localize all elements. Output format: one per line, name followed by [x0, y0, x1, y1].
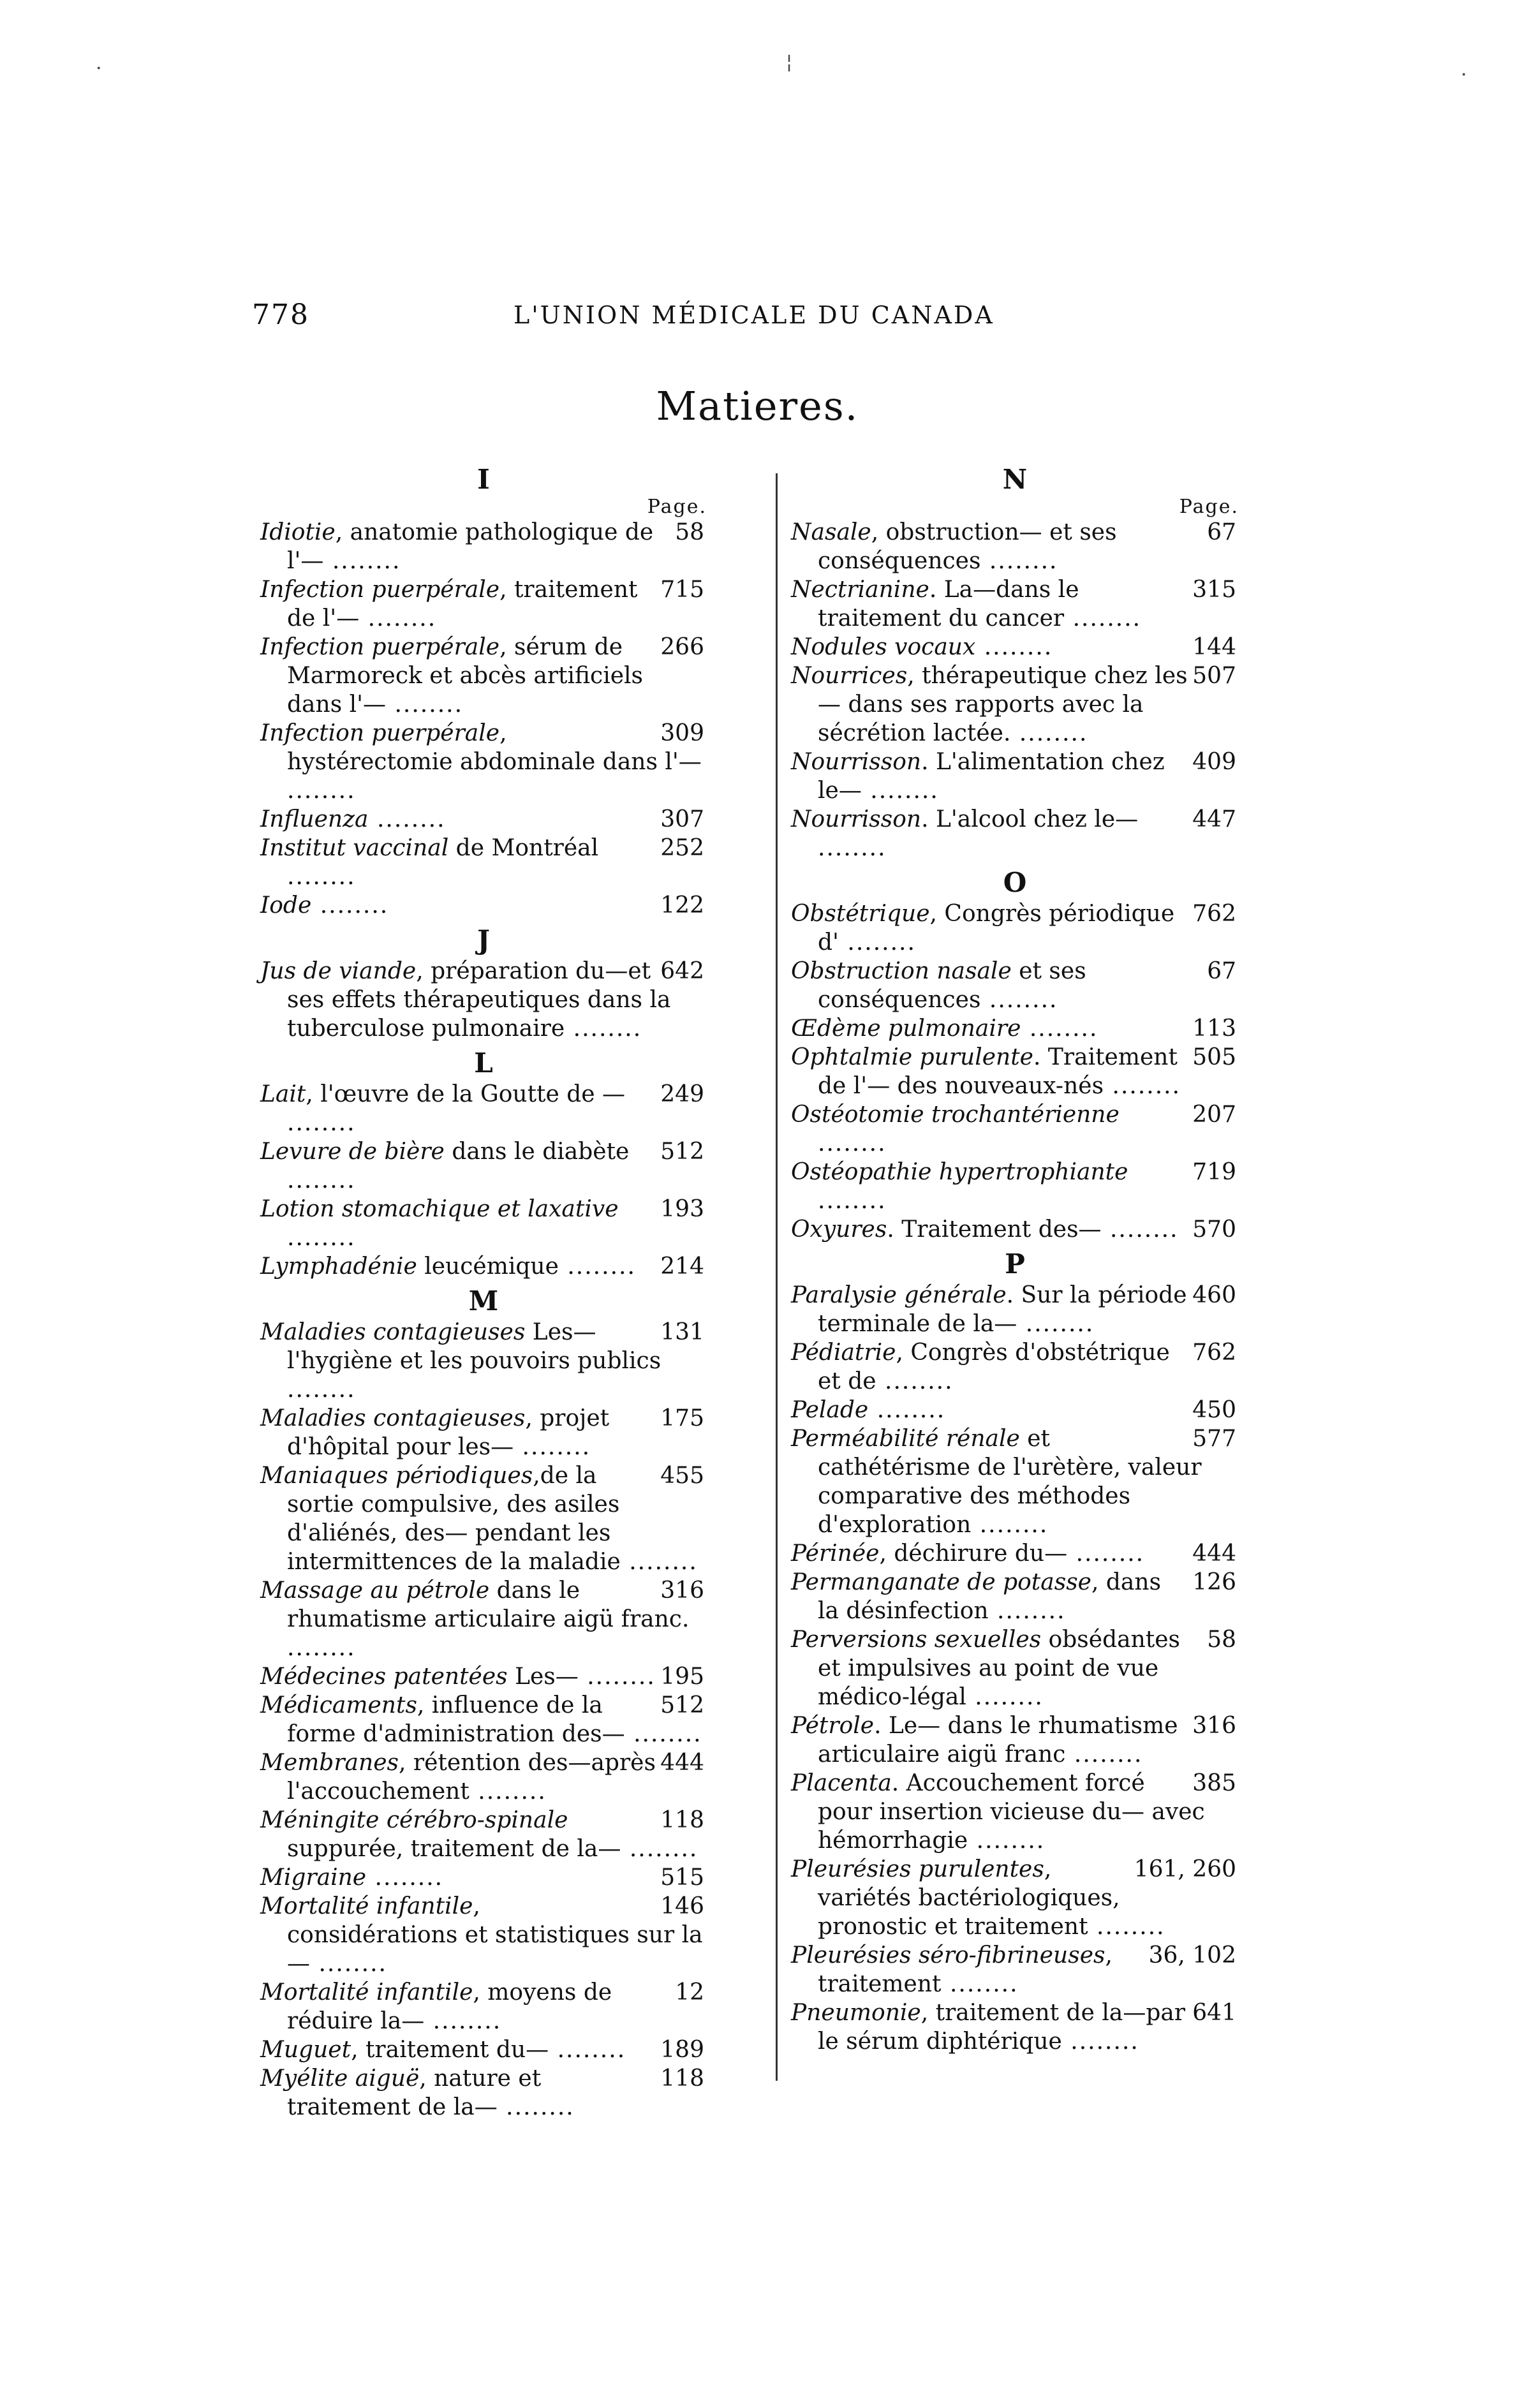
index-entry-term: Lait	[260, 1081, 306, 1107]
index-entry	[260, 1576, 707, 1662]
index-entry	[260, 834, 707, 891]
index-entry-term: Migraine	[260, 1865, 367, 1891]
leader-dots: ........	[368, 806, 446, 832]
index-letter-heading: N	[1002, 464, 1028, 495]
index-entry-term: Médicaments	[260, 1692, 417, 1718]
index-entry-term: Lymphadénie	[260, 1253, 417, 1280]
index-letter-heading: J	[477, 924, 490, 956]
index-entry-page: 715	[660, 577, 704, 603]
index-entry	[260, 1748, 707, 1806]
index-entry-page: 577	[1192, 1426, 1236, 1452]
index-entry-text: dans le diabète	[444, 1139, 630, 1165]
index-entry-term: Méningite cérébro-spinale	[260, 1807, 568, 1833]
index-entry	[791, 1396, 1239, 1424]
index-entry-text: , déchirure du—	[879, 1540, 1068, 1567]
index-entry-term: Perméabilité rénale	[791, 1426, 1020, 1452]
page-column-label: Page.	[647, 496, 707, 518]
index-entry-page: 444	[1192, 1540, 1236, 1567]
index-entry-term: Permanganate de potasse	[791, 1569, 1091, 1595]
index-entry-text: , l'œuvre de la Goutte de —	[306, 1081, 626, 1107]
index-entry-page: 58	[675, 519, 704, 545]
index-entry-page: 12	[675, 1979, 704, 2005]
index-entry-term: Pleurésies séro-fibrineuses	[791, 1942, 1105, 1969]
index-entry	[260, 1404, 707, 1461]
index-entry	[791, 1043, 1239, 1100]
leader-dots: ........	[287, 1110, 356, 1136]
index-entry-term: Infection puerpérale	[260, 577, 500, 603]
index-entry-term: Myélite aiguë	[260, 2065, 420, 2092]
index-entry	[791, 1998, 1239, 2056]
index-entry-term: Idiotie	[260, 519, 336, 545]
index-entry-text: obsédantes et impulsives au point de vue médico-légal	[818, 1627, 1181, 1710]
index-entry	[260, 1662, 707, 1691]
index-entry-term: Placenta	[791, 1770, 892, 1796]
index-entry-term: Maniaques périodiques	[260, 1463, 533, 1489]
index-entry-page: 207	[1192, 1102, 1236, 1128]
index-entry-page: 146	[660, 1893, 704, 1919]
leader-dots: ........	[497, 2094, 575, 2120]
index-entry-text: . Traitement de l'— des nouveaux-nés	[818, 1044, 1178, 1099]
index-entry	[260, 1195, 707, 1252]
index-entry-term: Mortalité infantile	[260, 1893, 473, 1919]
index-entry-text: . Traitement des—	[887, 1216, 1102, 1243]
index-entry	[260, 1863, 707, 1892]
index-entry-term: Lotion stomachique et laxative	[260, 1196, 619, 1222]
index-entry-text: de Montréal	[448, 835, 599, 861]
index-entry-term: Infection puerpérale	[260, 720, 500, 746]
index-entry-term: Massage au pétrole	[260, 1577, 490, 1604]
index-entry	[260, 1318, 707, 1404]
leader-dots: ........	[968, 1828, 1046, 1854]
index-entry-text: et cathétérisme de l'urètère, valeur comparative des méthodes d'exploration	[818, 1426, 1202, 1538]
index-entry-page: 193	[660, 1196, 704, 1222]
running-head	[252, 299, 1215, 337]
index-entry	[260, 1252, 707, 1281]
index-entry-page: 762	[1192, 901, 1236, 927]
index-entry-term: Pneumonie	[791, 2000, 921, 2026]
leader-dots: ........	[323, 548, 401, 574]
index-entry-page: 249	[660, 1081, 704, 1107]
index-entry-page: 161, 260	[1134, 1856, 1236, 1882]
index-entry-text: . Le— dans le rhumatisme articulaire aigü franc	[818, 1713, 1178, 1768]
index-entry-text: leucémique	[417, 1253, 559, 1280]
index-entry-page: 512	[660, 1692, 704, 1718]
leader-dots: ........	[287, 778, 356, 804]
index-entry	[260, 1806, 707, 1863]
section-title: Matieres.	[656, 383, 859, 429]
index-entry-page: 444	[660, 1750, 704, 1776]
index-entry	[791, 633, 1239, 661]
leader-dots: ........	[1088, 1914, 1165, 1940]
index-entry-page: 315	[1192, 577, 1236, 603]
index-entry-text: Les—	[507, 1664, 579, 1690]
index-entry	[260, 575, 707, 633]
leader-dots: ........	[818, 835, 887, 861]
index-entry-text: , considérations et statistiques sur la—	[287, 1893, 703, 1977]
index-entry-term: Pleurésies purulentes	[791, 1856, 1044, 1882]
leader-dots: ........	[620, 1549, 698, 1575]
index-entry-text: ,de la sortie compulsive, des asiles d'aliénés, des— pendant les intermittences de la maladie	[287, 1463, 621, 1575]
index-entry-page: 113	[1192, 1016, 1236, 1042]
index-entry	[260, 1137, 707, 1195]
index-entry	[260, 633, 707, 719]
leader-dots: ........	[311, 892, 389, 919]
leader-dots: ........	[1064, 605, 1142, 632]
index-entry	[791, 1568, 1239, 1625]
leader-dots: ........	[424, 2008, 502, 2034]
index-entry	[791, 1215, 1239, 1244]
index-entry-text: , traitement du—	[351, 2037, 549, 2063]
index-entry-text: Les—l'hygiène et les pouvoirs publics	[287, 1319, 661, 1374]
index-entry-text: , traitement	[818, 1942, 1112, 1997]
leader-dots: ........	[966, 1684, 1044, 1710]
page-column-label: Page.	[1179, 496, 1239, 518]
index-entry-text: , hystérectomie abdominale dans l'—	[287, 720, 702, 775]
leader-dots: ........	[359, 605, 437, 632]
index-entry	[260, 1892, 707, 1978]
index-letter-heading: L	[474, 1047, 493, 1079]
index-entry-term: Œdème pulmonaire	[791, 1016, 1021, 1042]
index-entry-text: . Sur la période terminale de la—	[818, 1282, 1187, 1337]
index-entry-text: , traitement de la—par le sérum diphtérique	[818, 2000, 1186, 2055]
index-entry-term: Obstétrique	[791, 901, 930, 927]
index-entry-term: Nourrices	[791, 663, 908, 689]
scan-speck: ·	[96, 57, 102, 80]
index-entry-text: . Accouchement forcé pour insertion vicieuse du— avec hémorrhagie	[818, 1770, 1205, 1854]
scan-speck: ¦	[786, 51, 793, 73]
index-entry	[260, 957, 707, 1043]
index-entry	[791, 1855, 1239, 1941]
leader-dots: ........	[1101, 1216, 1179, 1243]
index-entry-term: Muguet	[260, 2037, 351, 2063]
index-entry-term: Paralysie générale	[791, 1282, 1007, 1308]
leader-dots: ........	[868, 1397, 946, 1423]
index-entry-term: Levure de bière	[260, 1139, 445, 1165]
leader-dots: ........	[386, 691, 464, 718]
index-entry-page: 409	[1192, 749, 1236, 775]
leader-dots: ........	[558, 1253, 636, 1280]
index-entry	[791, 1424, 1239, 1539]
index-entry-term: Oxyures	[791, 1216, 887, 1243]
column-divider	[776, 473, 778, 2081]
leader-dots: ........	[549, 2037, 626, 2063]
index-entry-text: , dans la désinfection	[818, 1569, 1162, 1624]
index-entry-page: 266	[660, 634, 704, 660]
index-entry	[260, 1691, 707, 1748]
leader-dots: ........	[941, 1971, 1019, 1997]
index-entry-term: Ophtalmie purulente	[791, 1044, 1033, 1070]
leader-dots: ........	[287, 1167, 356, 1193]
index-letter-heading: M	[468, 1285, 499, 1317]
index-entry-term: Influenza	[260, 806, 369, 832]
index-entry-page: 505	[1192, 1044, 1236, 1070]
leader-dots: ........	[818, 1188, 887, 1214]
page-number: 778	[252, 299, 309, 331]
index-entry-page: 118	[660, 2065, 704, 2092]
index-entry-page: 719	[1192, 1159, 1236, 1185]
leader-dots: ........	[1061, 2028, 1139, 2055]
index-letter-heading: P	[1005, 1248, 1025, 1280]
index-entry-text: , projet d'hôpital pour les—	[287, 1405, 610, 1460]
index-entry-term: Infection puerpérale	[260, 634, 500, 660]
leader-dots: ........	[980, 987, 1058, 1013]
index-entry-page: 67	[1207, 958, 1236, 984]
index-entry	[791, 1281, 1239, 1338]
index-entry-page: 195	[660, 1664, 704, 1690]
index-entry-term: Membranes	[260, 1750, 399, 1776]
leader-dots: ........	[287, 864, 356, 890]
index-entry-page: 307	[660, 806, 704, 832]
leader-dots: ........	[980, 548, 1058, 574]
index-entry-page: 570	[1192, 1216, 1236, 1243]
index-entry-page: 122	[660, 892, 704, 919]
index-entry-term: Ostéopathie hypertrophiante	[791, 1159, 1128, 1185]
leader-dots: ........	[287, 1377, 356, 1403]
index-entry-term: Institut vaccinal	[260, 835, 449, 861]
index-entry-term: Maladies contagieuses	[260, 1319, 526, 1345]
leader-dots: ........	[861, 778, 939, 804]
index-entry	[791, 1711, 1239, 1769]
index-entry	[260, 518, 707, 575]
index-entry-page: 309	[660, 720, 704, 746]
index-entry	[260, 1461, 707, 1576]
index-entry-text: , thérapeutique chez les — dans ses rapports avec la sécrétion lactée.	[818, 663, 1188, 746]
leader-dots: ........	[988, 1598, 1066, 1624]
index-entry-text: , Congrès périodique d'	[818, 901, 1175, 956]
index-entry-page: 131	[660, 1319, 704, 1345]
index-entry	[791, 1769, 1239, 1855]
index-entry	[791, 805, 1239, 862]
index-entry-term: Obstruction nasale	[791, 958, 1012, 984]
leader-dots: ........	[578, 1664, 656, 1690]
leader-dots: ........	[818, 1130, 887, 1156]
index-entry	[791, 1539, 1239, 1568]
scan-speck: ·	[1461, 64, 1467, 86]
index-entry-term: Périnée	[791, 1540, 880, 1567]
leader-dots: ........	[565, 1016, 642, 1042]
index-letter-heading: I	[477, 464, 490, 495]
index-entry	[791, 1338, 1239, 1396]
index-entry-page: 316	[1192, 1713, 1236, 1739]
index-entry-term: Maladies contagieuses	[260, 1405, 526, 1431]
index-entry-page: 126	[1192, 1569, 1236, 1595]
index-entry-text: . L'alcool chez le—	[921, 806, 1139, 832]
index-entry	[791, 518, 1239, 575]
index-entry-term: Ostéotomie trochantérienne	[791, 1102, 1120, 1128]
index-entry-page: 515	[660, 1865, 704, 1891]
index-entry	[791, 1941, 1239, 1998]
leader-dots: ........	[624, 1721, 702, 1747]
index-entry	[791, 661, 1239, 748]
leader-dots: ........	[310, 1951, 387, 1977]
index-entry	[260, 2035, 707, 2064]
leader-dots: ........	[975, 634, 1053, 660]
index-entry	[791, 748, 1239, 805]
index-entry-text: , Congrès d'obstétrique et de	[818, 1340, 1170, 1394]
leader-dots: ........	[1017, 1311, 1095, 1337]
index-entry	[260, 719, 707, 805]
index-entry-text: , influence de la forme d'administration des—	[287, 1692, 625, 1747]
index-entry-page: 252	[660, 835, 704, 861]
leader-dots: ........	[838, 929, 916, 956]
index-entry	[260, 1978, 707, 2035]
index-entry	[791, 575, 1239, 633]
index-entry-text: , moyens de réduire la—	[287, 1979, 612, 2034]
index-entry-page: 58	[1207, 1627, 1236, 1653]
index-entry-page: 67	[1207, 519, 1236, 545]
index-entry-page: 642	[660, 958, 704, 984]
index-column-left	[260, 459, 707, 2122]
index-entry-page: 762	[1192, 1340, 1236, 1366]
index-entry-text: , obstruction— et ses conséquences	[818, 519, 1117, 574]
index-entry-page: 447	[1192, 806, 1236, 832]
leader-dots: ........	[621, 1836, 698, 1862]
index-column-right	[791, 459, 1239, 2056]
index-entry-term: Pétrole	[791, 1713, 875, 1739]
index-entry-page: 144	[1192, 634, 1236, 660]
index-entry-page: 450	[1192, 1397, 1236, 1423]
index-entry	[260, 1080, 707, 1137]
index-entry-term: Mortalité infantile	[260, 1979, 473, 2005]
index-entry	[791, 1158, 1239, 1215]
index-entry-page: 214	[660, 1253, 704, 1280]
index-entry-text: . La—dans le traitement du cancer	[818, 577, 1079, 632]
index-entry	[791, 1014, 1239, 1043]
index-entry-text: , préparation du—et ses effets thérapeutiques dans la tuberculose pulmonaire	[287, 958, 671, 1042]
index-entry-text: suppurée, traitement de la—	[287, 1836, 621, 1862]
index-entry-term: Pelade	[791, 1397, 869, 1423]
index-entry-page: 455	[660, 1463, 704, 1489]
leader-dots: ........	[1067, 1540, 1145, 1567]
index-entry-text: , anatomie pathologique de l'—	[287, 519, 654, 574]
index-entry	[791, 1625, 1239, 1711]
index-entry-text: , rétention des—après l'accouchement	[287, 1750, 656, 1805]
index-entry-page: 385	[1192, 1770, 1236, 1796]
index-entry	[791, 899, 1239, 957]
index-entry-term: Nodules vocaux	[791, 634, 976, 660]
leader-dots: ........	[514, 1434, 591, 1460]
index-entry-text: , nature et traitement de la—	[287, 2065, 542, 2120]
leader-dots: ........	[1104, 1073, 1181, 1099]
index-entry	[791, 1100, 1239, 1158]
leader-dots: ........	[1021, 1016, 1098, 1042]
index-entry-page: 507	[1192, 663, 1236, 689]
leader-dots: ........	[1065, 1741, 1143, 1768]
leader-dots: ........	[366, 1865, 444, 1891]
index-entry-term: Iode	[260, 892, 312, 919]
index-entry-page: 460	[1192, 1282, 1236, 1308]
index-entry-text: dans le rhumatisme articulaire aigü franc.	[287, 1577, 690, 1632]
index-entry-text: , traitement de l'—	[287, 577, 638, 632]
index-entry-text: , sérum de Marmoreck et abcès artificiels dans l'—	[287, 634, 644, 718]
index-entry	[260, 891, 707, 920]
leader-dots: ........	[287, 1635, 356, 1661]
index-entry	[260, 2064, 707, 2122]
index-entry-page: 641	[1192, 2000, 1236, 2026]
index-entry-page: 175	[660, 1405, 704, 1431]
leader-dots: ........	[1010, 720, 1088, 746]
index-entry-term: Médecines patentées	[260, 1664, 508, 1690]
leader-dots: ........	[971, 1512, 1049, 1538]
index-entry-term: Jus de viande	[260, 958, 417, 984]
index-entry-term: Nectrianine	[791, 577, 929, 603]
index-entry-page: 512	[660, 1139, 704, 1165]
index-entry	[260, 805, 707, 834]
index-entry-term: Perversions sexuelles	[791, 1627, 1042, 1653]
index-entry-term: Nasale	[791, 519, 871, 545]
journal-title: L'UNION MÉDICALE DU CANADA	[514, 301, 994, 329]
index-entry-page: 118	[660, 1807, 704, 1833]
index-entry-text: et ses conséquences	[818, 958, 1086, 1013]
index-entry	[791, 957, 1239, 1014]
leader-dots: ........	[469, 1778, 547, 1805]
index-entry-text: , variétés bactériologiques, pronostic et traitement	[818, 1856, 1120, 1940]
index-entry-term: Pédiatrie	[791, 1340, 896, 1366]
index-entry-term: Nourrisson	[791, 806, 922, 832]
leader-dots: ........	[287, 1225, 356, 1251]
index-entry-page: 316	[660, 1577, 704, 1604]
index-entry-term: Nourrisson	[791, 749, 922, 775]
leader-dots: ........	[876, 1368, 954, 1394]
index-entry-page: 189	[660, 2037, 704, 2063]
index-letter-heading: O	[1003, 867, 1027, 898]
index-entry-text: . L'alimentation chez le—	[818, 749, 1165, 804]
index-entry-page: 36, 102	[1148, 1942, 1236, 1969]
